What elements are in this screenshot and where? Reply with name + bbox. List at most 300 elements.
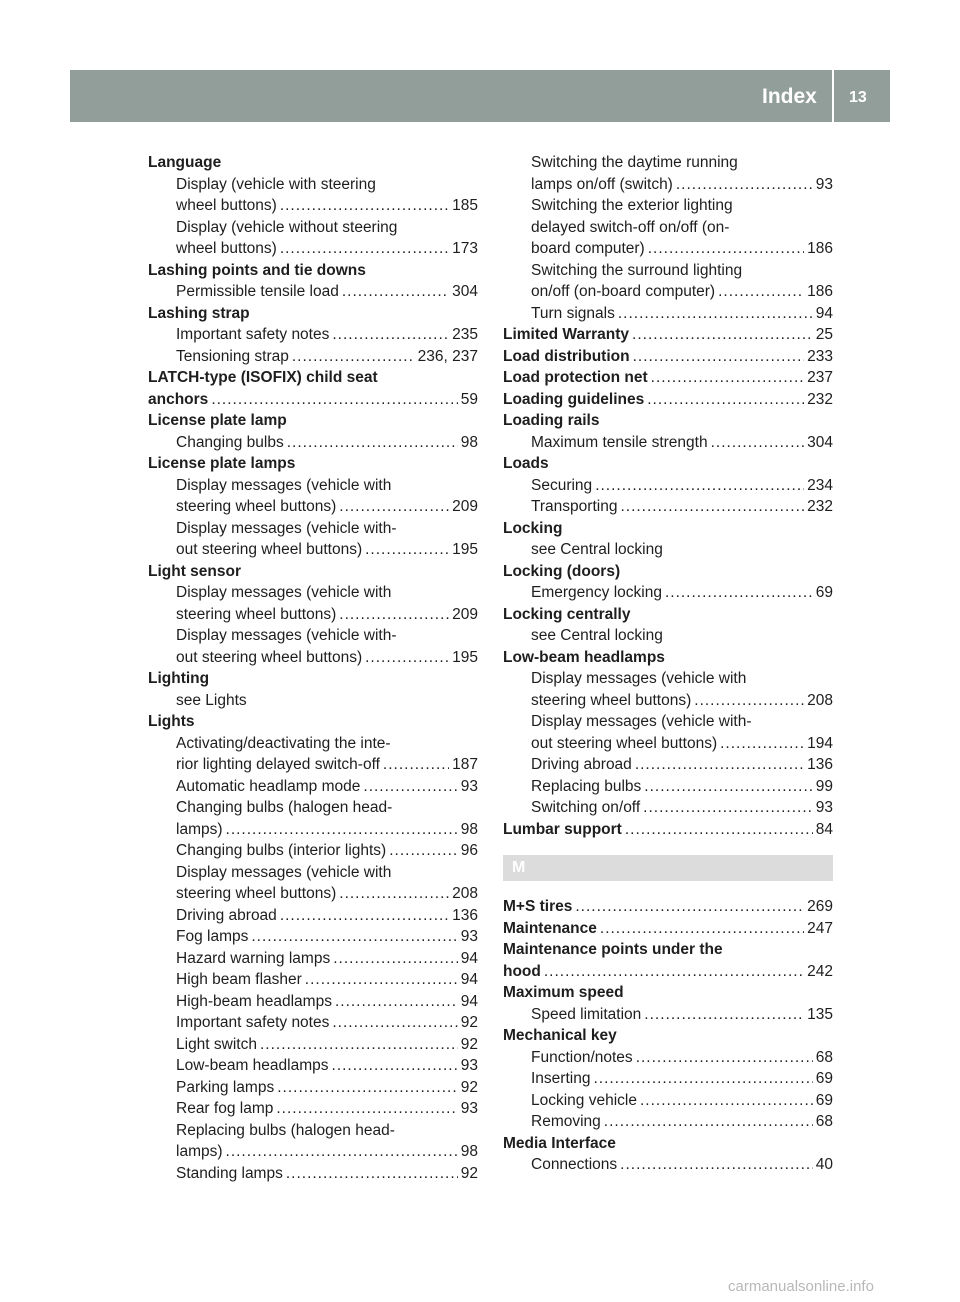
page-reference[interactable]: 94 [460, 992, 478, 1010]
entry-text: Load protection net [503, 369, 648, 386]
entry-text: Important safety notes [176, 1014, 330, 1031]
index-subentry [148, 733, 478, 755]
entry-text: Locking [503, 519, 563, 537]
index-subentry [148, 1163, 478, 1185]
dot-leader [625, 819, 813, 841]
index-subentry [148, 991, 478, 1013]
dot-leader [640, 1090, 813, 1112]
page-reference[interactable]: 208 [452, 885, 478, 902]
index-subentry [503, 711, 833, 733]
index-subentry [503, 260, 833, 282]
page-reference[interactable]: 25 [815, 326, 833, 343]
index-subentry [503, 281, 833, 303]
index-list-m [503, 896, 833, 1176]
index-subentry [503, 539, 833, 561]
dot-leader [226, 819, 458, 841]
index-subentry [148, 582, 478, 604]
entry-text: License plate lamp [148, 412, 287, 429]
dot-leader [383, 754, 449, 776]
index-subentry [148, 819, 478, 841]
entry-text: Display messages (vehicle with [176, 476, 392, 494]
page-reference[interactable]: 195 [452, 541, 478, 558]
index-subentry [148, 690, 478, 712]
entry-text: Locking centrally [503, 605, 631, 623]
index-subentry [148, 797, 478, 819]
entry-text: steering wheel buttons) [176, 498, 337, 515]
page-reference[interactable]: 94 [815, 304, 833, 322]
index-subentry [503, 1154, 833, 1176]
page-reference[interactable]: 99 [815, 777, 833, 795]
page-reference[interactable]: 235 [452, 326, 478, 343]
dot-leader [720, 733, 804, 755]
page-reference[interactable]: 93 [460, 777, 478, 795]
index-subentry [148, 174, 478, 196]
page-reference[interactable]: 194 [807, 734, 833, 752]
page-reference[interactable]: 96 [460, 842, 478, 859]
entry-text: lamps) [176, 820, 223, 838]
index-column-right [503, 152, 833, 1176]
entry-text: Connections [531, 1156, 618, 1173]
index-subentry [503, 1047, 833, 1069]
dot-leader [544, 961, 804, 983]
entry-text: out steering wheel buttons) [531, 734, 718, 752]
index-subentry [148, 1034, 478, 1056]
entry-text: Changing bulbs (halogen head- [176, 799, 393, 816]
page-reference[interactable]: 69 [815, 1070, 833, 1087]
index-heading [503, 324, 833, 346]
entry-text: Transporting [531, 498, 618, 515]
entry-text: License plate lamps [148, 455, 296, 472]
index-heading [503, 346, 833, 368]
dot-leader [286, 1163, 458, 1185]
index-subentry [503, 582, 833, 604]
index-heading [148, 367, 478, 389]
index-subentry [148, 883, 478, 905]
index-subentry [148, 1098, 478, 1120]
index-heading [148, 260, 478, 282]
index-heading [148, 152, 478, 174]
entry-text: Lighting [148, 670, 210, 687]
dot-leader [648, 238, 804, 260]
page-number: 13 [849, 89, 867, 106]
dot-leader [292, 346, 415, 368]
dot-leader [593, 1068, 812, 1090]
dot-leader [644, 776, 812, 798]
index-subentry [148, 862, 478, 884]
index-subentry [148, 647, 478, 669]
entry-text: Important safety notes [176, 326, 330, 343]
header-divider [832, 70, 834, 122]
page-reference[interactable]: 242 [807, 962, 833, 980]
page-reference[interactable]: 185 [452, 197, 478, 214]
dot-leader [665, 582, 813, 604]
page-reference[interactable]: 187 [452, 756, 478, 773]
entry-text: Switching the daytime running [531, 154, 738, 171]
entry-text: Display messages (vehicle with [176, 584, 392, 601]
entry-text: steering wheel buttons) [176, 605, 337, 623]
entry-text: Securing [531, 476, 593, 494]
index-subentry [148, 754, 478, 776]
entry-text: Parking lamps [176, 1078, 275, 1096]
page-reference[interactable]: 98 [460, 1143, 478, 1160]
entry-text: High beam flasher [176, 971, 302, 988]
page-reference[interactable]: 69 [815, 1091, 833, 1109]
dot-leader [332, 324, 449, 346]
index-subentry [503, 432, 833, 454]
entry-text: Changing bulbs [176, 433, 284, 451]
page-reference[interactable]: 92 [460, 1035, 478, 1053]
index-subentry [503, 1068, 833, 1090]
dot-leader [277, 1077, 458, 1099]
entry-text: Media Interface [503, 1134, 616, 1152]
dot-leader [280, 238, 449, 260]
dot-leader [333, 948, 458, 970]
page-reference[interactable]: 98 [460, 433, 478, 451]
dot-leader [276, 1098, 457, 1120]
index-subentry [148, 1120, 478, 1142]
index-heading [148, 668, 478, 690]
page-reference[interactable]: 135 [807, 1005, 833, 1023]
index-heading [148, 561, 478, 583]
index-subentry [148, 1055, 478, 1077]
dot-leader [636, 1047, 813, 1069]
page-reference[interactable]: 269 [807, 898, 833, 915]
page-reference[interactable]: 173 [452, 240, 478, 257]
index-subentry [148, 238, 478, 260]
entry-text: Locking vehicle [531, 1091, 637, 1109]
dot-leader [305, 969, 458, 991]
entry-text: Lashing strap [148, 304, 250, 322]
entry-text: Replacing bulbs [531, 777, 642, 795]
page-reference[interactable]: 92 [460, 1164, 478, 1182]
entry-text: Loading guidelines [503, 390, 645, 408]
dot-leader [365, 539, 449, 561]
page-reference[interactable]: 186 [807, 240, 833, 257]
entry-text: out steering wheel buttons) [176, 541, 363, 558]
entry-text: steering wheel buttons) [176, 885, 337, 902]
page-reference[interactable]: 208 [807, 691, 833, 709]
page-reference[interactable]: 237 [807, 369, 833, 386]
page-reference[interactable]: 232 [807, 390, 833, 408]
dot-leader [718, 281, 804, 303]
page-reference[interactable]: 136 [807, 756, 833, 773]
index-subentry [148, 539, 478, 561]
index-subentry [148, 1141, 478, 1163]
entry-text: Driving abroad [176, 906, 277, 924]
watermark: carmanualsonline.info [728, 1278, 874, 1295]
entry-text: Light switch [176, 1035, 257, 1053]
dot-leader [694, 690, 804, 712]
entry-text: see Central locking [531, 627, 663, 644]
page-reference[interactable]: 209 [452, 605, 478, 623]
page-reference[interactable]: 93 [815, 175, 833, 193]
index-subentry [148, 324, 478, 346]
entry-text: Load distribution [503, 347, 630, 365]
page-reference[interactable]: 195 [452, 648, 478, 666]
entry-text: Automatic headlamp mode [176, 777, 361, 795]
dot-leader [647, 389, 804, 411]
index-subentry [503, 238, 833, 260]
dot-leader [620, 1154, 813, 1176]
entry-text: Standing lamps [176, 1164, 283, 1182]
section-header-m: M [503, 855, 833, 881]
page-reference[interactable]: 92 [460, 1078, 478, 1096]
page-reference[interactable]: 232 [807, 498, 833, 515]
index-subentry [148, 281, 478, 303]
index-subentry [503, 1090, 833, 1112]
page-reference[interactable]: 68 [815, 1113, 833, 1130]
dot-leader [633, 346, 805, 368]
index-heading [148, 453, 478, 475]
entry-text: delayed switch-off on/off (on- [531, 218, 730, 236]
entry-text: lamps) [176, 1143, 223, 1160]
dot-leader [389, 840, 458, 862]
entry-text: Lashing points and tie downs [148, 261, 366, 279]
entry-text: Maintenance [503, 919, 597, 937]
dot-leader [260, 1034, 458, 1056]
index-subentry [503, 195, 833, 217]
page-reference[interactable]: 234 [807, 476, 833, 494]
entry-text: Language [148, 154, 222, 171]
dot-leader [635, 754, 804, 776]
dot-leader [339, 496, 449, 518]
entry-text: rior lighting delayed switch-off [176, 756, 380, 773]
index-subentry [503, 776, 833, 798]
index-subentry [148, 625, 478, 647]
entry-text: Locking (doors) [503, 562, 621, 580]
entry-text: Display messages (vehicle with- [176, 519, 397, 537]
index-subentry [503, 733, 833, 755]
index-heading [503, 389, 833, 411]
index-subentry [148, 969, 478, 991]
index-column-left [148, 152, 478, 1184]
dot-leader [651, 367, 804, 389]
dot-leader [595, 475, 804, 497]
index-subentry [148, 776, 478, 798]
page-reference[interactable]: 69 [815, 584, 833, 601]
dot-leader [644, 1004, 804, 1026]
entry-text: Lumbar support [503, 820, 622, 838]
page-reference[interactable]: 92 [460, 1014, 478, 1031]
dot-leader [335, 991, 458, 1013]
index-subentry [503, 690, 833, 712]
index-subentry [503, 152, 833, 174]
dot-leader [604, 1111, 813, 1133]
page-title: Index [762, 85, 817, 108]
page-reference[interactable]: 59 [460, 390, 478, 408]
index-heading [148, 711, 478, 733]
entry-text: Loading rails [503, 412, 600, 429]
entry-text: Tensioning strap [176, 347, 289, 365]
entry-text: Rear fog lamp [176, 1100, 274, 1117]
page-reference[interactable]: 93 [815, 799, 833, 816]
dot-leader [676, 174, 813, 196]
dot-leader [280, 195, 449, 217]
index-heading [503, 896, 833, 918]
dot-leader [332, 1055, 458, 1077]
entry-text: M+S tires [503, 898, 573, 915]
index-heading [503, 561, 833, 583]
index-subentry [148, 217, 478, 239]
index-subentry [148, 1012, 478, 1034]
index-subentry [148, 1077, 478, 1099]
page-reference[interactable]: 233 [807, 347, 833, 365]
page-reference[interactable]: 98 [460, 820, 478, 838]
page-reference[interactable]: 94 [460, 971, 478, 988]
entry-text: Replacing bulbs (halogen head- [176, 1121, 395, 1139]
dot-leader [620, 496, 804, 518]
index-heading [503, 939, 833, 961]
page-reference[interactable]: 93 [460, 1057, 478, 1074]
index-subentry [148, 840, 478, 862]
entry-text: Display (vehicle with steering [176, 175, 376, 193]
dot-leader [632, 324, 813, 346]
index-heading [503, 1133, 833, 1155]
entry-text: see Central locking [531, 541, 663, 558]
index-heading [503, 982, 833, 1004]
entry-text: out steering wheel buttons) [176, 648, 363, 666]
index-subentry [503, 797, 833, 819]
dot-leader [332, 1012, 457, 1034]
entry-text: Light sensor [148, 562, 242, 580]
index-subentry [503, 668, 833, 690]
entry-text: wheel buttons) [176, 197, 277, 214]
dot-leader [643, 797, 813, 819]
entry-text: see Lights [176, 691, 247, 709]
dot-leader [287, 432, 458, 454]
entry-text: lamps on/off (switch) [531, 175, 673, 193]
index-subentry [148, 905, 478, 927]
dot-leader [226, 1141, 458, 1163]
entry-text: steering wheel buttons) [531, 691, 692, 709]
entry-text: Display messages (vehicle with [531, 670, 747, 687]
entry-text: Loads [503, 455, 549, 472]
index-subentry [503, 754, 833, 776]
index-heading [148, 410, 478, 432]
entry-text: Maintenance points under the [503, 941, 723, 958]
index-subentry [148, 518, 478, 540]
entry-text: Removing [531, 1113, 601, 1130]
index-subentry [148, 475, 478, 497]
index-heading [503, 961, 833, 983]
index-heading [503, 367, 833, 389]
entry-text: LATCH-type (ISOFIX) child seat [148, 369, 378, 386]
entry-text: Emergency locking [531, 584, 662, 601]
entry-text: Mechanical key [503, 1027, 617, 1044]
index-heading [503, 518, 833, 540]
entry-text: High-beam headlamps [176, 992, 332, 1010]
index-heading [503, 604, 833, 626]
page-reference[interactable]: 93 [460, 928, 478, 945]
entry-text: Switching the exterior lighting [531, 197, 733, 214]
index-heading [503, 918, 833, 940]
entry-text: Permissible tensile load [176, 283, 339, 300]
entry-text: Speed limitation [531, 1005, 642, 1023]
index-subentry [148, 926, 478, 948]
index-heading [503, 410, 833, 432]
entry-text: Driving abroad [531, 756, 632, 773]
index-subentry [148, 346, 478, 368]
entry-text: hood [503, 962, 541, 980]
entry-text: Lights [148, 713, 195, 730]
entry-text: Fog lamps [176, 928, 249, 945]
index-subentry [148, 604, 478, 626]
entry-text: Hazard warning lamps [176, 949, 331, 967]
index-subentry [503, 303, 833, 325]
entry-text: Activating/deactivating the inte- [176, 734, 391, 752]
index-heading [503, 453, 833, 475]
entry-text: on/off (on-board computer) [531, 283, 716, 300]
index-subentry [503, 174, 833, 196]
dot-leader [251, 926, 457, 948]
page-reference[interactable]: 209 [452, 498, 478, 515]
index-subentry [503, 475, 833, 497]
entry-text: Display (vehicle without steering [176, 218, 398, 236]
entry-text: Maximum speed [503, 984, 624, 1001]
page-reference[interactable]: 247 [807, 919, 833, 937]
entry-text: Display messages (vehicle with- [531, 713, 752, 730]
dot-leader [211, 389, 457, 411]
page-reference[interactable]: 186 [807, 283, 833, 300]
index-subentry [148, 432, 478, 454]
page-reference[interactable]: 84 [815, 820, 833, 838]
page-reference[interactable]: 94 [460, 949, 478, 967]
dot-leader [711, 432, 805, 454]
entry-text: Turn signals [531, 304, 615, 322]
entry-text: Changing bulbs (interior lights) [176, 842, 387, 859]
entry-text: board computer) [531, 240, 645, 257]
index-heading [148, 389, 478, 411]
page-reference[interactable]: 136 [452, 906, 478, 924]
index-heading [148, 303, 478, 325]
index-heading [503, 1025, 833, 1047]
dot-leader [342, 281, 449, 303]
index-subentry [503, 1111, 833, 1133]
page-reference[interactable]: 40 [815, 1156, 833, 1173]
dot-leader [280, 905, 449, 927]
entry-text: wheel buttons) [176, 240, 277, 257]
index-subentry [148, 948, 478, 970]
page-reference[interactable]: 304 [807, 433, 833, 451]
page-reference[interactable]: 304 [452, 283, 478, 300]
index-subentry [503, 1004, 833, 1026]
dot-leader [575, 896, 804, 918]
dot-leader [600, 918, 804, 940]
entry-text: Limited Warranty [503, 326, 630, 343]
index-list-l-continued [503, 152, 833, 840]
dot-leader [339, 604, 449, 626]
entry-text: anchors [148, 390, 209, 408]
page-reference[interactable]: 93 [460, 1100, 478, 1117]
dot-leader [363, 776, 457, 798]
index-subentry [148, 496, 478, 518]
dot-leader [365, 647, 449, 669]
entry-text: Inserting [531, 1070, 591, 1087]
index-heading [503, 647, 833, 669]
index-subentry [503, 496, 833, 518]
dot-leader [339, 883, 449, 905]
entry-text: Display messages (vehicle with [176, 863, 392, 881]
page-reference[interactable]: 236, 237 [417, 347, 478, 365]
dot-leader [618, 303, 813, 325]
index-subentry [503, 625, 833, 647]
page-reference[interactable]: 68 [815, 1048, 833, 1066]
entry-text: Switching on/off [531, 799, 641, 816]
entry-text: Switching the surround lighting [531, 261, 743, 279]
index-subentry [148, 195, 478, 217]
index-heading [503, 819, 833, 841]
index-subentry [503, 217, 833, 239]
